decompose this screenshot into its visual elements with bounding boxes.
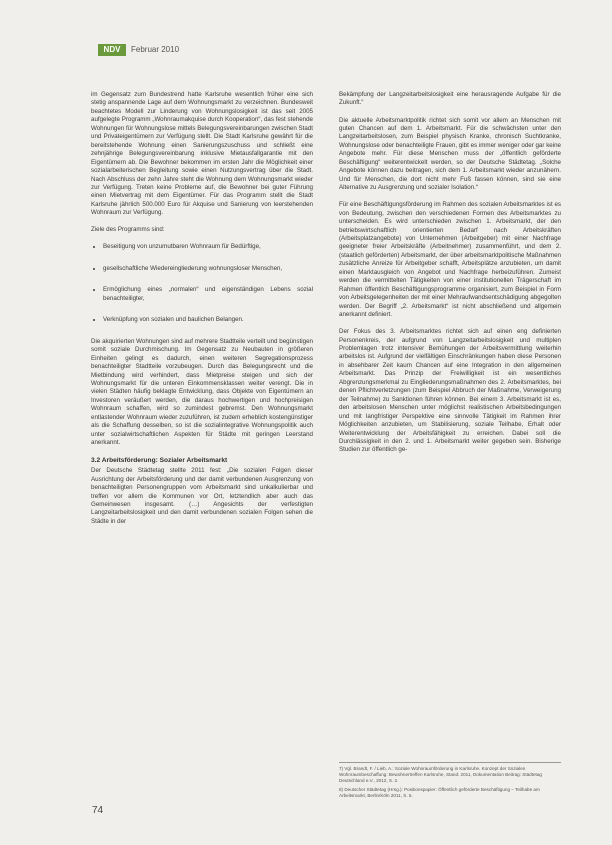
paragraph: im Gegensatz zum Bundestrend hatte Karlsruhe wesentlich früher eine sich stetig anspannende Lage auf dem Wohnungsmarkt zu verzeichnen. Bundesweit beachtetes Modell zur Linderung von Wohnungslosigkeit ist das seit 2005 aufgelegte Programm „Wohnraumakquise durch Kooperation“, das fest stehende Wohnungen für Wohnungslose mittels Belegungsvereinbarungen zwischen Stadt und Privateigentümern zur Verfügung stellt. Die Stadt Karlsruhe gewährt für die bereitstehende Wohnung einen Sanierungszuschuss und schließt eine zehnjährige Belegungsvereinbarung inklusive Mietausfallgarantie mit den Eigentümern ab. Die Bewohner bekommen im ersten Jahr die Möglichkeit einer sozialarbeiterischen Begleitung sowie einen Nutzungsvertrag über die Stadt. Nach Abschluss der zehn Jahre steht die Wohnung dem Wohnungsmarkt wieder zur Verfügung. Treten keine Probleme auf, die Bewohner bei guter Führung einen Mietvertrag mit dem Eigentümer. Für das Programm stellt die Stadt Karlsruhe jährlich 500.000 Euro für Akquise und Sanierung von leerstehenden Wohnraum zur Verfügung. (91, 91, 313, 217)
list-item: • gesellschaftliche Wiedereingliederung wohnungsloser Menschen, (103, 265, 313, 273)
paragraph: Für eine Beschäftigungsförderung im Rahmen des sozialen Arbeitsmarktes ist es von Bedeutung, zwischen den verschiedenen Formen des Arbeitsmarktes zu unterscheiden. Es wird unterschieden zwischen 1. Arbeitsmarkt, der den betriebswirtschaftlich orientierten Bedarf nach Arbeitskräften (Arbeitsplatzangebote) von Unternehmen (Arbeitgeber) mit einer Nachfrage geeigneter freier Arbeitskräfte (Arbeitnehmer) zusammenführt, und dem 2. (staatlich geförderten) Arbeitsmarkt, der über arbeitsmarktpolitische Maßnahmen zusätzliche Anreize für Arbeitgeber schafft, Arbeitsplätze anzubieten, um damit einen Marktausgleich von Angebot und Nachfrage herbeizuführen. Zumeist werden die vermittelten Tätigkeiten von einer institutionellen Trägerschaft im Rahmen öffentlich Beschäftigungsprogramme organisiert, zum Beispiel in Form von Arbeitsgelegenheiten der mit einer Mehraufwandsentschädigung abgegolten werden. Der Begriff „2. Arbeitsmarkt“ ist nicht abschließend und allgemein anerkannt definiert. (339, 201, 561, 319)
issue-date: Februar 2010 (131, 45, 180, 54)
section-heading: 3.2 Arbeitsförderung: Sozialer Arbeitsmarkt (91, 457, 228, 465)
paragraph: Der Fokus des 3. Arbeitsmarktes richtet sich auf einen eng definierten Personenkreis, der aufgrund von Langzeitarbeitslosigkeit und multiplen Problemlagen trotz intensiver Bemühungen der Arbeitsvermittlung weiterhin arbeitslos ist. Aufgrund der vielfältigen Einschränkungen haben diese Personen in absehbarer Zeit kaum Chancen auf eine Integration in den allgemeinen Arbeitsmarkt. Das Prinzip der Freiwilligkeit ist ein wesentliches Abgrenzungsmerkmal zu Eingliederungsmaßnahmen des 2. Arbeitsmarktes, bei denen Pflichtverletzungen (zum Beispiel Abbruch der Maßnahme, Verweigerung der Teilnahme) zu Sanktionen führen können. Bei einem 3. Arbeitsmarkt ist es, den arbeitslosen Menschen unter möglichst realistischen Arbeitsbedingungen und mit langfristiger Perspektive eine sinnvolle Tätigkeit im Rahmen ihrer Möglichkeiten anzubieten, um Stabilisierung, soziale Teilhabe, Erhalt oder Weiterentwicklung der Arbeitsfähigkeit zu erreichen. Dabei soll die Durchlässigkeit in den 2. und 1. Arbeitsmarkt weiter gegeben sein. Bisherige Studien zur öffentlich ge- (339, 328, 561, 454)
paragraph: Ziele des Programms sind: (91, 226, 165, 234)
paragraph: Der Deutsche Städtetag stellte 2011 fest: „Die sozialen Folgen dieser Ausrichtung der Arbeitsförderung und der damit verbundenen Ausgrenzung von benachteiligten Personengruppen vom Arbeitsmarkt sind unkalkulierbar und treffen vor allem die Kommunen vor Ort, letztendlich aber auch das Gemeinwesen insgesamt. (…) Angesichts der verfestigten Langzeitarbeitslosigkeit und den damit verbundenen sozialen Folgen sehen die Städte in der (91, 467, 313, 525)
right-column (339, 91, 561, 464)
paragraph: Die akquirierten Wohnungen sind auf mehrere Stadtteile verteilt und begünstigen somit soziale Durchmischung. Im Gegensatz zu Neubauten in größeren Einheiten gelingt es dadurch, einen weiteren Segregationsprozess benachteiligter Stadtteile vorzubeugen. Durch das Belegungsrecht und die Mietbindung wird verhindert, dass Mietpreise steigen und sich der Wohnungsmarkt für die unteren Einkommensklassen weiter verengt. Die in vielen Städten häufig beklagte Entwicklung, dass Objekte von Eigentümern an Investoren veräußert werden, die daraus hochwertigen und hochpreisigen Wohnraum schaffen, wird so zumindest gebremst. Den Wohnungsmarkt entlastender Wohnraum wieder zuzuführen, ist zudem erheblich kostengünstiger als die Schaffung desselben, so ist die sozialintegrative Wohnungspolitik auch unter sozialwirtschaftlichen Aspekten für Städte mit geringen Leerstand anerkannt. (91, 337, 313, 447)
footnote: 8) Deutscher Städtetag (Hrsg.): Positionspapier: Öffentlich geförderte Beschäftigung – Teilhabe am Arbeitsmarkt, Berlin/Köln 2011, S. 5. (339, 787, 540, 799)
left-column (91, 91, 313, 535)
footnotes (339, 762, 561, 802)
goals-list (91, 243, 313, 324)
list-item: • Beseitigung von unzumutbaren Wohnraum für Bedürftige, (103, 243, 313, 251)
journal-badge: NDV (98, 44, 126, 56)
list-item: • Ermöglichung eines „normalen“ und eigenständigen Lebens sozial benachteiligter, (103, 286, 313, 303)
paragraph: Bekämpfung der Langzeitarbeitslosigkeit eine herausragende Aufgabe für die Zukunft.“ (339, 91, 561, 107)
paragraph: Die aktuelle Arbeitsmarktpolitik richtet sich somit vor allem an Menschen mit guten Chancen auf dem 1. Arbeitsmarkt. Für die schwächsten unter den Langzeitarbeitslosen, zum Beispiel physisch Kranke, chronisch Suchtkranke, Wohnungslose oder benachteiligte Frauen, gibt es immer weniger oder gar keine Angebote mehr. Für diese Menschen muss der „öffentlich geförderte Beschäftigung“ weiterentwickelt werden, so der Deutsche Städtetag. „Solche Angebote können dazu beitragen, sich dem 1. Arbeitsmarkt wieder anzunähern. Und für Menschen, die dort nicht mehr Fuß fassen können, sind sie eine Alternative zu Ausgrenzung und sozialer Isolation.“ (339, 116, 561, 192)
page-number: 74 (92, 805, 104, 816)
list-item: • Verknüpfung von sozialen und baulichen Belangen. (103, 316, 313, 324)
footnote: 7) Vgl. Brandt, F. / Lieb, A.: Soziale Wohnraumförderung in Karlsruhe. Konzept der Sozialen Wohnraumbeschaffung: Bewohnertreffen Karlsruhe, Stand: 2011, Dokumentation Beitrag: Städtetag Deutschland e.V., 2012, S. 2. (339, 766, 542, 784)
